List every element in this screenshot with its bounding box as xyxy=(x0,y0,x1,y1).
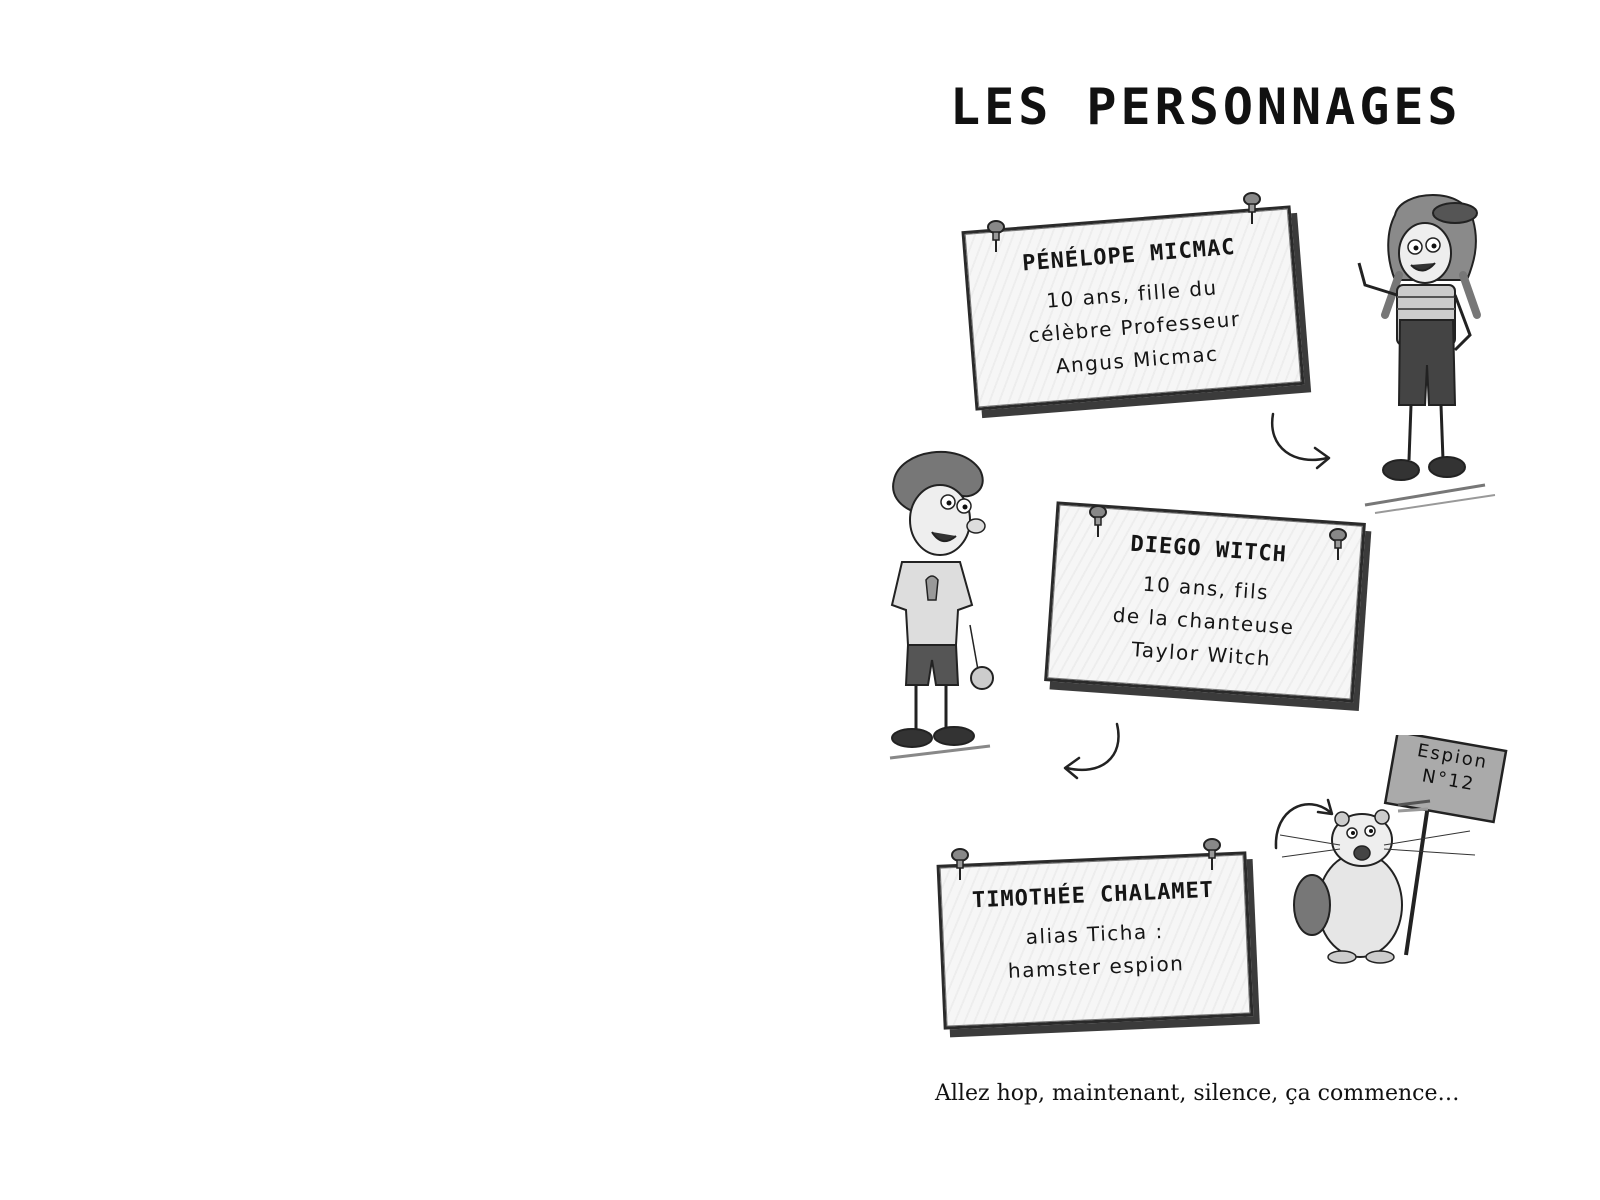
curved-arrow-icon xyxy=(1265,408,1345,478)
pushpin-icon xyxy=(1240,192,1264,226)
character-description-line: 10 ans, fils xyxy=(1142,571,1270,605)
pushpin-icon xyxy=(984,220,1008,254)
page-title: LES PERSONNAGES xyxy=(950,78,1462,136)
diego-illustration xyxy=(880,440,1010,770)
character-name: DIEGO WITCH xyxy=(1129,531,1288,568)
character-description-line: célèbre Professeur xyxy=(1027,306,1242,348)
closing-sentence: Allez hop, maintenant, silence, ça commence… xyxy=(935,1081,1460,1106)
hamster-sign-line: Espion xyxy=(1415,740,1490,774)
curved-arrow-icon xyxy=(1055,718,1135,788)
character-description-line: de la chanteuse xyxy=(1111,602,1296,640)
character-description-line: Taylor Witch xyxy=(1130,637,1272,671)
pushpin-icon xyxy=(1326,528,1350,562)
pushpin-icon xyxy=(948,848,972,882)
penelope-illustration xyxy=(1355,185,1505,520)
character-sign-timothee xyxy=(937,851,1254,1029)
character-name: PÉNÉLOPE MICMAC xyxy=(1021,234,1237,277)
character-description-line: Angus Micmac xyxy=(1054,341,1220,379)
character-description-line: alias Ticha : xyxy=(1025,919,1165,950)
pushpin-icon xyxy=(1200,838,1224,872)
character-description-line: hamster espion xyxy=(1007,951,1185,983)
character-name: TIMOTHÉE CHALAMET xyxy=(971,877,1215,914)
character-description-line: 10 ans, fille du xyxy=(1045,275,1219,313)
hamster-sign-line: N°12 xyxy=(1420,765,1477,796)
character-sign-penelope xyxy=(961,205,1304,410)
pushpin-icon xyxy=(1086,505,1110,539)
